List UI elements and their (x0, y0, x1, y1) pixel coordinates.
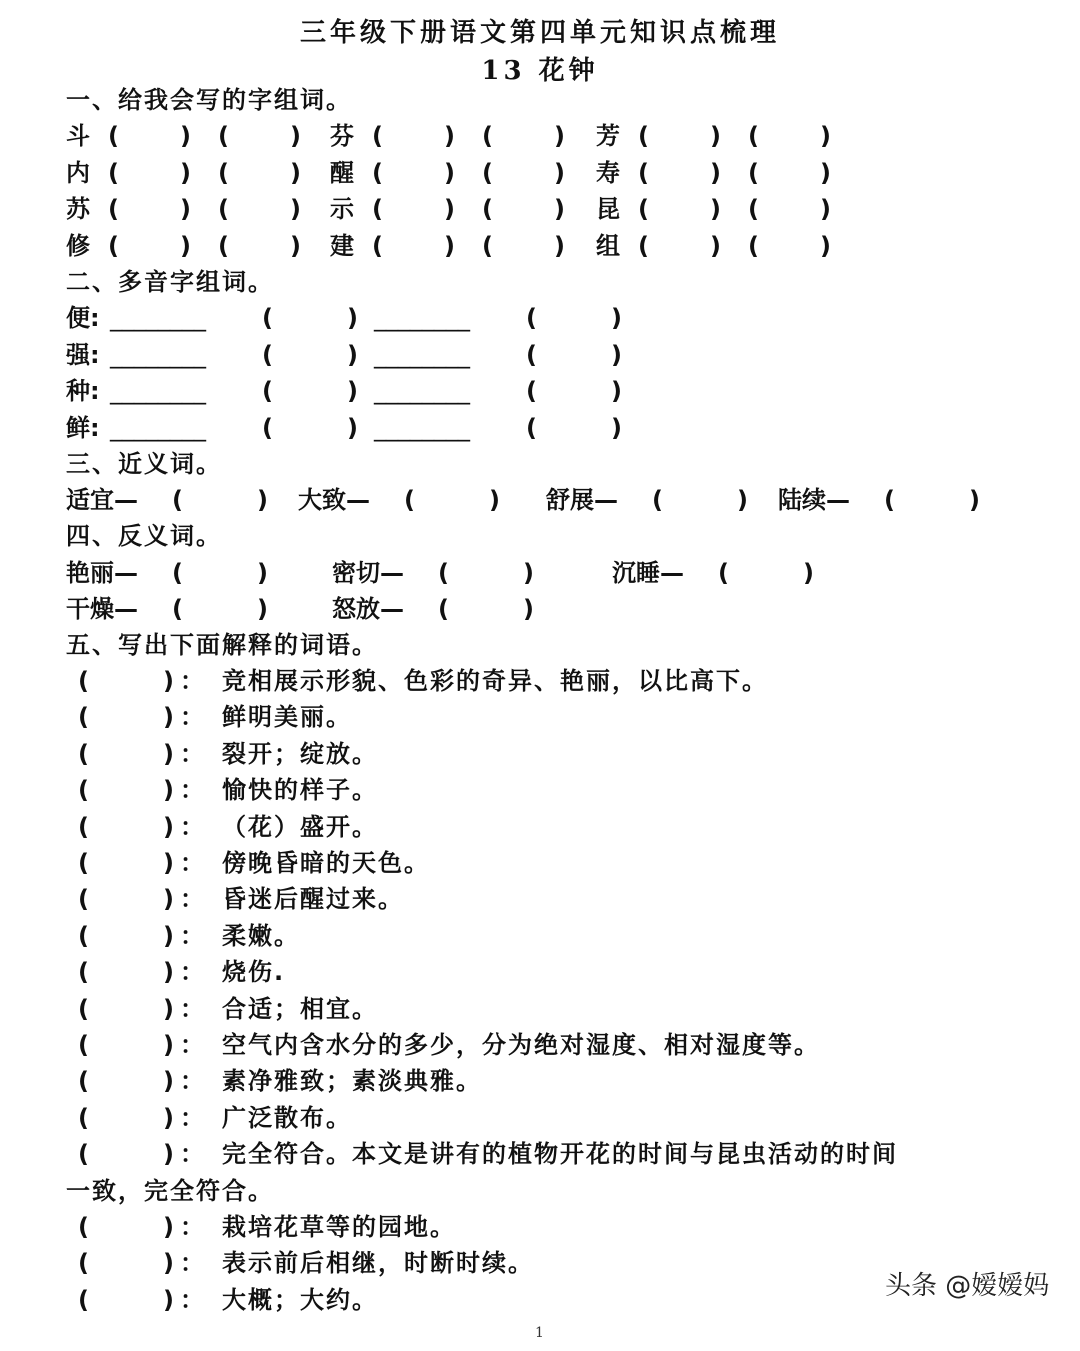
word-3-0-a-answer-blank[interactable] (128, 232, 170, 260)
definition-6-close-paren: ) (163, 885, 176, 914)
antonym-word: 密切— (332, 559, 404, 587)
definition-11-answer-blank[interactable] (98, 1067, 153, 1095)
definition-text: 素净雅致；素淡典雅。 (222, 1067, 482, 1096)
definition-0-open-paren: ( (78, 667, 91, 695)
word-2-1-b-close-paren: ) (554, 195, 567, 223)
colon: ： (180, 994, 206, 1023)
word-0-2-b-close-paren: ) (820, 122, 833, 150)
synonym-2-answer-blank[interactable] (672, 486, 727, 514)
definition-1-open-paren: ( (78, 703, 91, 732)
word-2-0-a-answer-blank[interactable] (128, 195, 170, 223)
word-3-2-a-answer-blank[interactable] (658, 232, 700, 260)
word-2-2-a-open-paren: ( (638, 195, 651, 223)
word-0-1-b-open-paren: ( (482, 122, 495, 150)
word-1-0-b-open-paren: ( (218, 158, 231, 187)
word-0-1-b-close-paren: ) (554, 122, 567, 150)
definition-2-close-paren: ) (163, 739, 176, 768)
word-1-2-b-open-paren: ( (748, 158, 761, 187)
definition-3-close-paren: ) (163, 776, 176, 805)
definition-text: 鲜明美丽。 (222, 703, 352, 732)
word-3-2-b-open-paren: ( (748, 231, 761, 260)
definition-5-answer-blank[interactable] (98, 849, 153, 877)
char-label: 昆 (596, 195, 622, 223)
word-3-0-b-close-paren: ) (290, 231, 303, 260)
antonym-word: 怒放— (332, 595, 404, 623)
word-3-1-a-close-paren: ) (444, 231, 457, 260)
definition-10-close-paren: ) (163, 1031, 176, 1059)
synonym-1-close-paren: ) (489, 486, 502, 514)
char-label: 内 (66, 158, 92, 187)
definition-8-open-paren: ( (78, 958, 91, 987)
definition-after-2-close-paren: ) (163, 1285, 176, 1314)
word-1-1-b-close-paren: ) (554, 158, 567, 187)
definition-after-2-open-paren: ( (78, 1285, 91, 1314)
definition-text: 空气内含水分的多少，分为绝对湿度、相对湿度等。 (222, 1031, 820, 1059)
char-label: 醒 (330, 158, 356, 187)
definition-7-answer-blank[interactable] (98, 922, 153, 950)
char-label: 斗 (66, 122, 92, 150)
definition-text: 柔嫩。 (222, 921, 300, 950)
word-2-1-b-open-paren: ( (482, 195, 495, 223)
definition-after-2-answer-blank[interactable] (98, 1286, 153, 1314)
polyphone-3-a-open-paren: ( (262, 413, 275, 442)
polyphone-3-b-close-paren: ) (611, 413, 624, 442)
definition-8-close-paren: ) (163, 958, 176, 987)
definition-1-answer-blank[interactable] (98, 703, 153, 731)
word-1-1-a-close-paren: ) (444, 158, 457, 187)
word-0-2-a-answer-blank[interactable] (658, 122, 700, 150)
definition-6-open-paren: ( (78, 885, 91, 914)
word-3-1-b-close-paren: ) (554, 231, 567, 260)
antonym-r1-1-answer-blank[interactable] (458, 559, 513, 587)
pinyin-blank-2[interactable]: ________ (374, 304, 470, 332)
definition-11-close-paren: ) (163, 1067, 176, 1096)
definition-9-close-paren: ) (163, 994, 176, 1023)
synonym-word: 陆续— (778, 486, 850, 514)
word-2-2-a-close-paren: ) (710, 195, 723, 223)
synonym-word: 舒展— (546, 486, 618, 514)
polyphone-1-b-open-paren: ( (526, 340, 539, 369)
word-1-0-b-answer-blank[interactable] (238, 159, 280, 187)
antonym-r1-1-close-paren: ) (523, 559, 536, 587)
definition-2-answer-blank[interactable] (98, 740, 153, 768)
synonym-word: 大致— (298, 486, 370, 514)
polyphone-3-a-close-paren: ) (347, 413, 360, 442)
word-1-2-b-answer-blank[interactable] (768, 159, 810, 187)
synonym-3-close-paren: ) (969, 486, 982, 514)
section-heading-2: 二、多音字组词。 (66, 268, 274, 296)
word-0-1-a-close-paren: ) (444, 122, 457, 150)
word-1-2-a-answer-blank[interactable] (658, 159, 700, 187)
definition-after-0-close-paren: ) (163, 1213, 176, 1241)
word-0-0-a-answer-blank[interactable] (128, 122, 170, 150)
word-0-1-a-answer-blank[interactable] (392, 122, 434, 150)
word-1-1-a-answer-blank[interactable] (392, 159, 434, 187)
colon: ： (180, 703, 206, 732)
synonym-0-answer-blank[interactable] (192, 486, 247, 514)
definition-13-open-paren: ( (78, 1140, 91, 1169)
word-0-0-a-close-paren: ) (180, 122, 193, 150)
antonym-r1-0-answer-blank[interactable] (192, 559, 247, 587)
definition-text: 竞相展示形貌、色彩的奇异、艳丽，以比高下。 (222, 667, 768, 695)
word-3-1-b-answer-blank[interactable] (502, 232, 544, 260)
definition-4-answer-blank[interactable] (98, 813, 153, 841)
antonym-r1-0-open-paren: ( (172, 559, 185, 587)
section-heading-4: 四、反义词。 (66, 522, 222, 550)
definition-8-answer-blank[interactable] (98, 958, 153, 986)
word-2-0-b-answer-blank[interactable] (238, 195, 280, 223)
synonym-2-open-paren: ( (652, 486, 665, 514)
definition-after-0-answer-blank[interactable] (98, 1213, 153, 1241)
antonym-r2-1-answer-blank[interactable] (458, 595, 513, 623)
polyphone-1-a-answer-blank[interactable] (282, 341, 337, 369)
definition-0-close-paren: ) (163, 667, 176, 695)
colon: ： (180, 921, 206, 950)
pinyin-blank-1[interactable]: ________ (110, 413, 206, 442)
definition-7-close-paren: ) (163, 921, 176, 950)
polyphone-2-b-open-paren: ( (526, 377, 539, 405)
word-3-2-b-answer-blank[interactable] (768, 232, 810, 260)
definition-12-answer-blank[interactable] (98, 1104, 153, 1132)
pinyin-blank-2[interactable]: ________ (374, 377, 470, 405)
word-0-0-a-open-paren: ( (108, 122, 121, 150)
char-label: 苏 (66, 195, 92, 223)
definition-text: 裂开；绽放。 (222, 739, 378, 768)
word-2-1-a-answer-blank[interactable] (392, 195, 434, 223)
word-3-0-b-open-paren: ( (218, 231, 231, 260)
word-3-2-a-open-paren: ( (638, 231, 651, 260)
word-0-2-b-open-paren: ( (748, 122, 761, 150)
definition-text: 大概；大约。 (222, 1285, 378, 1314)
word-0-0-b-open-paren: ( (218, 122, 231, 150)
polyphone-0-b-close-paren: ) (611, 304, 624, 332)
definition-6-answer-blank[interactable] (98, 885, 153, 913)
colon: ： (180, 1067, 206, 1096)
antonym-r1-2-close-paren: ) (803, 559, 816, 587)
synonym-1-answer-blank[interactable] (424, 486, 479, 514)
char-label: 组 (596, 231, 622, 260)
definition-text: 傍晚昏暗的天色。 (222, 849, 430, 877)
word-3-0-b-answer-blank[interactable] (238, 232, 280, 260)
char-label: 芳 (596, 122, 622, 150)
colon: ： (180, 739, 206, 768)
definition-12-open-paren: ( (78, 1103, 91, 1132)
definition-text: 烧伤. (222, 958, 286, 987)
polyphone-3-a-answer-blank[interactable] (282, 414, 337, 442)
word-2-2-b-answer-blank[interactable] (768, 195, 810, 223)
polyphone-0-a-open-paren: ( (262, 304, 275, 332)
antonym-r1-2-answer-blank[interactable] (738, 559, 793, 587)
word-0-1-a-open-paren: ( (372, 122, 385, 150)
definition-0-answer-blank[interactable] (98, 667, 153, 695)
colon: ： (180, 776, 206, 805)
char-label: 建 (330, 231, 356, 260)
definition-9-answer-blank[interactable] (98, 995, 153, 1023)
polyphone-2-a-close-paren: ) (347, 377, 360, 405)
definition-10-open-paren: ( (78, 1031, 91, 1059)
polyphone-0-b-open-paren: ( (526, 304, 539, 332)
polyphone-1-b-close-paren: ) (611, 340, 624, 369)
polyphone-1-b-answer-blank[interactable] (546, 341, 601, 369)
definition-text: 合适；相宜。 (222, 994, 378, 1023)
word-2-0-b-open-paren: ( (218, 195, 231, 223)
antonym-r1-0-close-paren: ) (257, 559, 270, 587)
definition-text: 完全符合。本文是讲有的植物开花的时间与昆虫活动的时间 (222, 1140, 898, 1169)
word-1-0-a-close-paren: ) (180, 158, 193, 187)
colon: ： (180, 1213, 206, 1241)
antonym-r2-1-open-paren: ( (438, 595, 451, 623)
synonym-3-answer-blank[interactable] (904, 486, 959, 514)
colon: ： (180, 1140, 206, 1169)
word-2-2-b-close-paren: ) (820, 195, 833, 223)
word-0-0-b-close-paren: ) (290, 122, 303, 150)
polyphone-0-a-close-paren: ) (347, 304, 360, 332)
colon: ： (180, 1285, 206, 1314)
word-0-2-a-open-paren: ( (638, 122, 651, 150)
word-1-0-b-close-paren: ) (290, 158, 303, 187)
polyphone-char: 强: (66, 340, 100, 369)
polyphone-2-b-answer-blank[interactable] (546, 377, 601, 405)
definition-after-1-close-paren: ) (163, 1249, 176, 1278)
watermark: 头条 @嫒嫒妈 (885, 1271, 1050, 1301)
definition-13-close-paren: ) (163, 1140, 176, 1169)
word-1-1-b-open-paren: ( (482, 158, 495, 187)
word-3-2-a-close-paren: ) (710, 231, 723, 260)
polyphone-char: 鲜: (66, 413, 100, 442)
pinyin-blank-2[interactable]: ________ (374, 413, 470, 442)
word-2-0-b-close-paren: ) (290, 195, 303, 223)
word-1-2-a-open-paren: ( (638, 158, 651, 187)
antonym-word: 沉睡— (612, 559, 684, 587)
definition-text: 栽培花草等的园地。 (222, 1213, 456, 1241)
definition-text: （花）盛开。 (222, 812, 378, 841)
definition-continuation: 一致，完全符合。 (66, 1176, 274, 1205)
char-label: 示 (330, 195, 356, 223)
definition-after-0-open-paren: ( (78, 1213, 91, 1241)
definition-13-answer-blank[interactable] (98, 1140, 153, 1168)
word-2-2-a-answer-blank[interactable] (658, 195, 700, 223)
definition-text: 表示前后相继，时断时续。 (222, 1249, 534, 1278)
definition-7-open-paren: ( (78, 921, 91, 950)
word-0-0-b-answer-blank[interactable] (238, 122, 280, 150)
polyphone-3-b-open-paren: ( (526, 413, 539, 442)
definition-10-answer-blank[interactable] (98, 1031, 153, 1059)
antonym-r2-0-answer-blank[interactable] (192, 595, 247, 623)
word-2-1-b-answer-blank[interactable] (502, 195, 544, 223)
colon: ： (180, 812, 206, 841)
polyphone-0-a-answer-blank[interactable] (282, 304, 337, 332)
word-2-1-a-open-paren: ( (372, 195, 385, 223)
document-title: 三年级下册语文第四单元知识点梳理 (299, 18, 780, 48)
polyphone-1-a-close-paren: ) (347, 340, 360, 369)
antonym-r2-0-open-paren: ( (172, 595, 185, 623)
word-3-1-a-open-paren: ( (372, 231, 385, 260)
antonym-word: 艳丽— (66, 559, 138, 587)
char-label: 芬 (330, 122, 356, 150)
synonym-0-close-paren: ) (257, 486, 270, 514)
word-3-0-a-close-paren: ) (180, 231, 193, 260)
polyphone-char: 便: (66, 304, 100, 332)
antonym-word: 干燥— (66, 595, 138, 623)
pinyin-blank-1[interactable]: ________ (110, 304, 206, 332)
synonym-2-close-paren: ) (737, 486, 750, 514)
definition-2-open-paren: ( (78, 739, 91, 768)
definition-3-open-paren: ( (78, 776, 91, 805)
polyphone-2-b-close-paren: ) (611, 377, 624, 405)
definition-12-close-paren: ) (163, 1103, 176, 1132)
polyphone-char: 种: (66, 377, 100, 405)
colon: ： (180, 1103, 206, 1132)
word-1-0-a-open-paren: ( (108, 158, 121, 187)
colon: ： (180, 958, 206, 987)
word-3-1-b-open-paren: ( (482, 231, 495, 260)
definition-4-open-paren: ( (78, 812, 91, 841)
antonym-r1-1-open-paren: ( (438, 559, 451, 587)
synonym-1-open-paren: ( (404, 486, 417, 514)
definition-1-close-paren: ) (163, 703, 176, 732)
synonym-3-open-paren: ( (884, 486, 897, 514)
antonym-r2-0-close-paren: ) (257, 595, 270, 623)
word-1-2-a-close-paren: ) (710, 158, 723, 187)
word-0-1-b-answer-blank[interactable] (502, 122, 544, 150)
definition-after-1-answer-blank[interactable] (98, 1249, 153, 1277)
pinyin-blank-1[interactable]: ________ (110, 377, 206, 405)
colon: ： (180, 849, 206, 877)
page-number: 1 (535, 1325, 544, 1341)
definition-text: 愉快的样子。 (222, 776, 378, 805)
colon: ： (180, 1031, 206, 1059)
word-3-0-a-open-paren: ( (108, 231, 121, 260)
definition-text: 昏迷后醒过来。 (222, 885, 404, 914)
synonym-0-open-paren: ( (172, 486, 185, 514)
definition-after-1-open-paren: ( (78, 1249, 91, 1278)
polyphone-1-a-open-paren: ( (262, 340, 275, 369)
word-1-2-b-close-paren: ) (820, 158, 833, 187)
colon: ： (180, 667, 206, 695)
pinyin-blank-1[interactable]: ________ (110, 340, 206, 369)
section-heading-1: 一、给我会写的字组词。 (66, 86, 352, 114)
lesson-title: 13 花钟 (481, 56, 599, 86)
word-0-2-b-answer-blank[interactable] (768, 122, 810, 150)
antonym-r2-1-close-paren: ) (523, 595, 536, 623)
word-2-1-a-close-paren: ) (444, 195, 457, 223)
word-2-0-a-open-paren: ( (108, 195, 121, 223)
colon: ： (180, 885, 206, 914)
word-3-1-a-answer-blank[interactable] (392, 232, 434, 260)
word-1-1-a-open-paren: ( (372, 158, 385, 187)
definition-5-close-paren: ) (163, 849, 176, 877)
char-label: 寿 (596, 158, 622, 187)
char-label: 修 (66, 231, 92, 260)
definition-5-open-paren: ( (78, 849, 91, 877)
word-0-2-a-close-paren: ) (710, 122, 723, 150)
word-3-2-b-close-paren: ) (820, 231, 833, 260)
definition-text: 广泛散布。 (222, 1103, 352, 1132)
polyphone-3-b-answer-blank[interactable] (546, 414, 601, 442)
section-heading-3: 三、近义词。 (66, 450, 222, 478)
polyphone-2-a-answer-blank[interactable] (282, 377, 337, 405)
definition-4-close-paren: ) (163, 812, 176, 841)
word-2-0-a-close-paren: ) (180, 195, 193, 223)
synonym-word: 适宜— (66, 486, 138, 514)
word-1-1-b-answer-blank[interactable] (502, 159, 544, 187)
definition-11-open-paren: ( (78, 1067, 91, 1096)
antonym-r1-2-open-paren: ( (718, 559, 731, 587)
polyphone-2-a-open-paren: ( (262, 377, 275, 405)
definition-9-open-paren: ( (78, 994, 91, 1023)
colon: ： (180, 1249, 206, 1278)
pinyin-blank-2[interactable]: ________ (374, 340, 470, 369)
word-2-2-b-open-paren: ( (748, 195, 761, 223)
polyphone-0-b-answer-blank[interactable] (546, 304, 601, 332)
word-1-0-a-answer-blank[interactable] (128, 159, 170, 187)
section-heading-5: 五、写出下面解释的词语。 (66, 631, 378, 659)
definition-3-answer-blank[interactable] (98, 776, 153, 804)
